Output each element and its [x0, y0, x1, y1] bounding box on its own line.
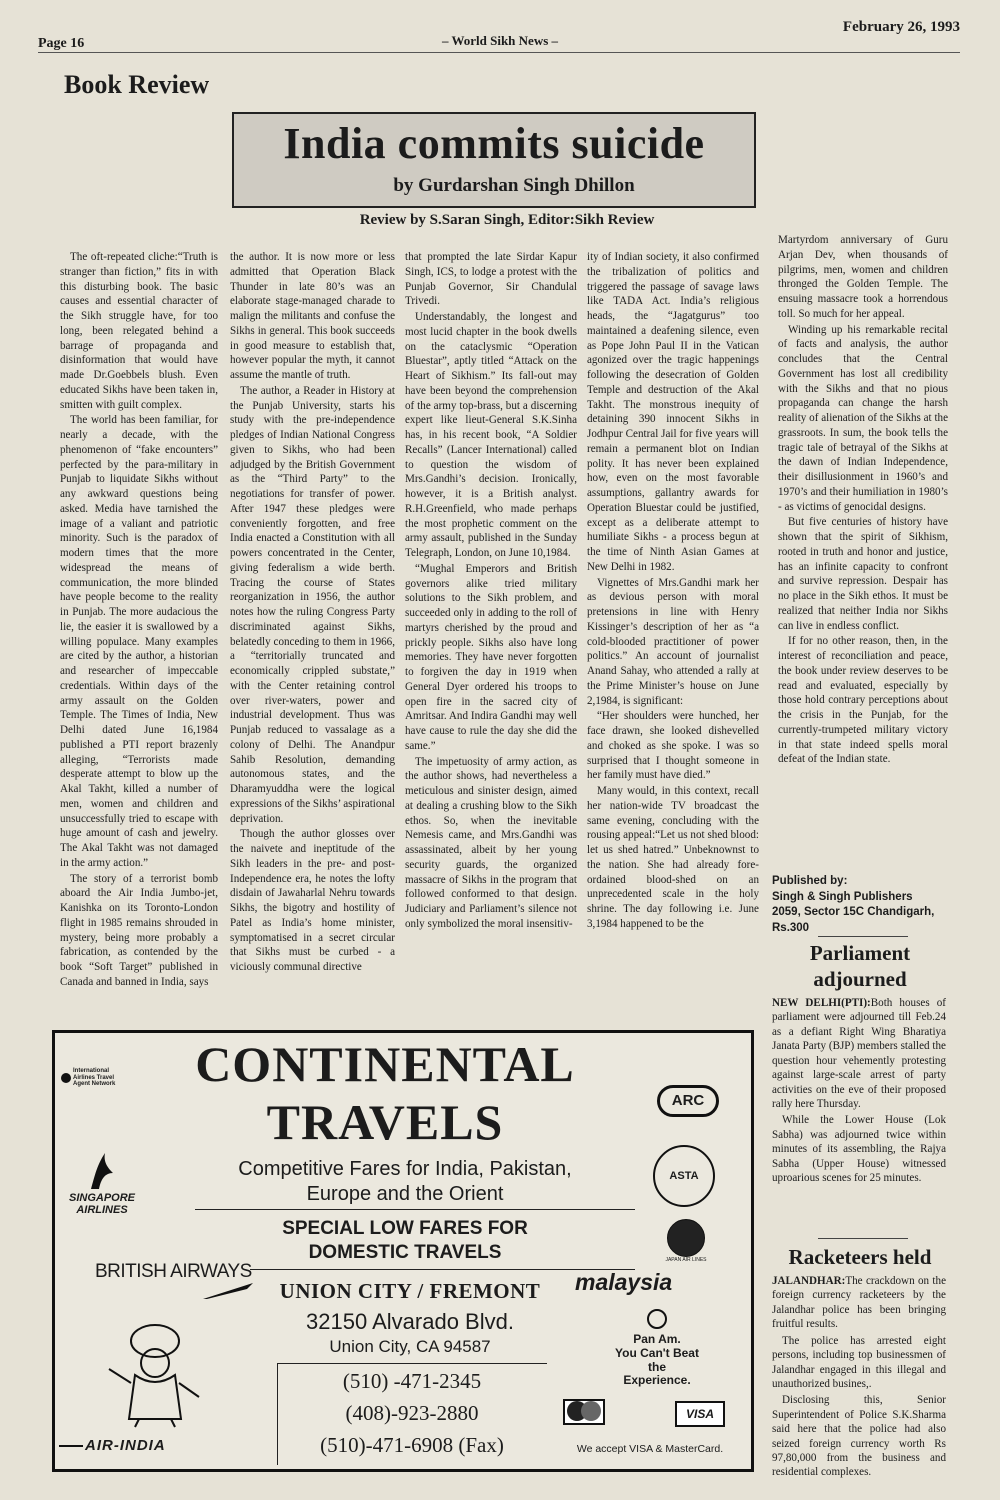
jal-logo-text: JAPAN AIR LINES [665, 1257, 707, 1263]
phone-number: (408)-923-2880 [345, 1401, 479, 1425]
article-paragraph: Understandably, the longest and most lucid chapter in the book dwells on the cataclysmic “Operation Bluestar”, aptly titled “Attack on the Heart of Sikhism.” Its fall-out may have been beyond the comprehension of the army top-brass, but a discerning expert like lieut-General S.K.Sinha has, in his recent book, “A Soldier Recalls” (Lancer International) called to question the wisdom of Mrs.Gandhi’s decision. Ironically, however, it is a British analyst. R.H.Greenfield, who made perhaps the most prophetic comment on the army assault, published in the Sunday Telegraph, London, on June 10,1984. [405, 311, 577, 559]
air-india-maharaja-icon [95, 1319, 215, 1429]
dateline: JALANDHAR: [772, 1275, 846, 1287]
ad-title: CONTINENTAL [195, 1036, 575, 1092]
publisher-name: Singh & Singh Publishers [772, 890, 913, 903]
malaysia-airlines-logo: malaysia [575, 1269, 673, 1295]
article-paragraph: that prompted the late Sirdar Kapur Singh, ICS, to lodge a protest with the Punjab Governor, Sir Chandulal Trivedi. [405, 251, 577, 308]
ad-street-address: 32150 Alvarado Blvd. [306, 1309, 514, 1334]
article-paragraph: Winding up his remarkable recital of facts and analysis, the author concludes that the Central Government has lost all credibility with the Sikhs and that no pious propaganda can change the harsh reality of alienation of the Sikhs at the grassroots. In sum, the book tells the tragic tale of betrayal of the Sikhs at the dawn of Indian Independence, their disillusionment in 1960’s and 1970’s and their humiliation in 1980’s - as victims of genocidal designs. [778, 323, 948, 513]
visa-logo: VISA [675, 1401, 725, 1427]
payment-note: We accept VISA & MasterCard. [576, 1443, 724, 1455]
article-paragraph: The world has been familiar, for nearly a decade, with the phenomenon of “fake encounters” perfected by the para-military in Punjab to liquidate Sikhs without any awkward questions being asked. Media have tarnished the image of a valiant and patriotic minority. Such is the paradox of modern times that the more widespread the means of communication, the more blinded have people become to the reality in Punjab. The more audacious the lie, the easier it is swallowed by a willing populace. Many examples are cited by the author, a historian and researcher of impeccable credentials. Within days of the army assault on the Golden Temple. The Times of India, New Delhi dated June 16,1984 published a PTI report brazenly alleging, “Terrorists made desperate attempt to blow up the Akal Takht, killed a number of men, women and children and unsuccessfully tried to escape with huge amount of cash and jewelry. The Akal Takht was not damaged in the army action.” [60, 414, 218, 869]
publisher-address: 2059, Sector 15C Chandigarh, [772, 906, 935, 919]
book-price: Rs.300 [772, 921, 810, 934]
dateline: NEW DELHI(PTI): [772, 997, 871, 1009]
newspaper-name: – World Sikh News – [441, 33, 559, 48]
article-paragraph: If for no other reason, then, in the interest of reconciliation and peace, the book under review deserves to be read and evaluated, especially by those hold contrary perceptions about the crisis in the Punjab, for the currently-trumpeted military victory in that state indeed spells moral defeat of the Indian state. [778, 635, 948, 766]
travel-advertisement [52, 1030, 754, 1472]
ita-logo-text: International Airlines Travel Agent Network [73, 1068, 116, 1088]
article-column-4 [587, 250, 759, 1010]
ad-location: UNION CITY / FREMONT [279, 1279, 541, 1303]
panam-logo: Pan Am. You Can't Beat the Experience. [615, 1332, 699, 1388]
author-byline: by Gurdarshan Singh Dhillon [393, 175, 635, 196]
phone-number: (510) -471-2345 [342, 1369, 482, 1393]
british-airways-logo: BRITISH AIRWAYS [95, 1261, 252, 1282]
sidebar-divider [818, 936, 908, 937]
article-paragraph: ity of Indian society, it also confirmed the tribalization of politics and triggered the passage of savage laws like TADA Act. India’s religious heads, the “Jagatgurus” too maintained a deafening silence, even as Pope John Paul II in the Vatican agonized over the tragic happenings following the desecration of Golden Temple and destruction of the Akal Takht. The monstrous inequity of detaining 390 innocent Sikhs in Jodhpur Central Jail for five years will remain a permanent blot on Indian polity. It has never been explained how, even on the most favorable assumptions, gallantry awards for Operation Bluestar could be justified, except as a deliberate attempt to humiliate Sikhs - a process begun at the time of Ninth Asian Games at New Delhi in 1982. [587, 251, 759, 573]
ad-divider [195, 1209, 635, 1210]
article-paragraph: Martyrdom anniversary of Guru Arjan Dev, when thousands of pilgrims, men, women and children thronged the Golden Temple. The ensuing massacre took a horrendous toll. So much for her appeal. [778, 234, 948, 320]
article-column-5 [778, 233, 948, 863]
header-rule [38, 52, 960, 53]
brief-body-parliament [772, 996, 946, 1218]
article-paragraph: the author. It is now more or less admitted that Operation Black Thunder in late 80’s was an elaborate stage-managed charade to malign the militants and confuse the Sikhs in general. This book succeeds in good measure to establish that, however popular the myth, it cannot assume the mantle of truth. [230, 251, 395, 381]
headline-box [232, 112, 756, 208]
singapore-airlines-logo: SINGAPORE AIRLINES [68, 1192, 135, 1216]
ad-special-offer: SPECIAL LOW FARES FOR DOMESTIC TRAVELS [282, 1218, 528, 1263]
ad-city-state: Union City, CA 94587 [329, 1337, 491, 1356]
brief-headline-racketeers: Racketeers held [788, 1245, 932, 1269]
article-column-2 [230, 250, 395, 1010]
air-india-logo: AIR-INDIA [85, 1437, 166, 1454]
singapore-bird-icon [85, 1151, 115, 1191]
page-number: Page 16 [38, 36, 85, 51]
publisher-info [772, 874, 948, 936]
brief-paragraph: NEW DELHI(PTI):Both houses of parliament were adjourned till Feb.24 as a defiant Right Wing Bharatiya Janata Party (BJP) members stalled the question hour vehemently protesting against large-scale arrest of party activities on the eve of their proposed rally here Thursday. [772, 997, 946, 1110]
jal-crane-icon [667, 1219, 705, 1257]
article-column-3 [405, 250, 577, 1010]
arc-logo: ARC [657, 1085, 719, 1117]
headline: India commits suicide [283, 119, 705, 168]
panam-globe-icon [647, 1309, 667, 1329]
article-paragraph: Though the author glosses over the naivete and ineptitude of the Sikh leaders in the pre- and post-Independence era, he notes the lofty disdain of Jawaharlal Nehru towards Sikhs, the bigotry and hostility of Patel as India’s home minister, symptomatised in a secret circular that Sikhs must be curbed - a viciously communal directive [230, 828, 395, 973]
article-paragraph: The oft-repeated cliche:“Truth is stranger than fiction,” fits in with this disturbing book. The basic causes and essential character of the Sikh struggle have, for too long, been relegated behind a barrage of propaganda and disinformation that would have made Dr.Goebbels blush. Even educated Sikhs have been taken in, smitten with guilt complex. [60, 251, 218, 411]
air-india-line [59, 1445, 83, 1447]
article-paragraph: Many would, in this context, recall her nation-wide TV broadcast the same evening, concluding with the rousing appeal:“Let us not shed blood: let us shed hatred.” Unbeknownst to the nation. She had already fore-ordained blood-shed on an unprecedented scale in the holy shrine. The day following i.e. June 3,1984 happened to be the [587, 785, 759, 930]
brief-body-racketeers [772, 1274, 946, 1490]
article-column-1 [60, 250, 218, 1010]
brief-paragraph: The police has arrested eight persons, including top businessmen of Jalandhar engaged in this illegal and unauthorized busines,. [772, 1334, 946, 1390]
article-paragraph: “Her shoulders were hunched, her face drawn, she looked dishevelled and choked as she spoke. I was so surprised that I thought someone in her family must have died.” [587, 710, 759, 782]
issue-date: February 26, 1993 [842, 19, 960, 35]
brief-headline-parliament: Parliament adjourned [809, 941, 911, 992]
mastercard-circle-icon [581, 1401, 601, 1421]
ad-title: TRAVELS [266, 1094, 504, 1150]
british-airways-swoosh-icon [203, 1283, 253, 1299]
sidebar-divider [818, 1238, 908, 1239]
article-paragraph: The author, a Reader in History at the Punjab University, starts his study with the pre-independence pledges of Indian National Congress given to Sikhs, who had been adjudged by the British Government as the “Third Party” to the negotiations for transfer of power. After 1947 these pledges were conveniently forgotten, and free India enacted a Constitution with all powers concentrated in the Center, giving federalism a wide berth. Tracing the course of States reorganization in 1956, the author notes how the ruling Congress Party discriminated against Sikhs, belatedly conceding to them in 1966, a “territorially truncated and economically crippled substate,” with the Center retaining control over river-waters, power and industrial development. Thus was Punjab reduced to vassalage as a colony of Delhi. The Anandpur Sahib Resolution, demanding autonomous states, and the Dharamyuddha were the logical expressions of the Sikhs’ aspirational deprivation. [230, 384, 395, 825]
ad-subtitle: Competitive Fares for India, Pakistan, Europe and the Orient [238, 1158, 572, 1205]
fax-number: (510)-471-6908 (Fax) [320, 1433, 504, 1457]
asta-logo: ASTA [653, 1145, 715, 1207]
brief-paragraph: Disclosing this, Senior Superintendent of Police S.K.Sharma said here that the police had also seized foreign currency worth Rs 97,80,000 from the business and residential complexes. [772, 1394, 946, 1479]
brief-paragraph: While the Lower House (Lok Sabha) was adjourned twice within minutes of its assembling, the Rajya Sabha (Upper House) witnessed uproarious scenes for 25 minutes. [772, 1114, 946, 1185]
article-paragraph: But five centuries of history have shown that the spirit of Sikhism, rooted in truth and honor and justice, has an infinite capacity to confront and survive repression. Despair has no place in the Sikh ethos. It must be realized that neither India nor Sikhs can live in endless conflict. [778, 516, 948, 632]
section-label: Book Review [64, 70, 210, 99]
article-paragraph: The story of a terrorist bomb aboard the Air India Jumbo-jet, Kanishka on its Toronto-London flight in 1985 remains shrouded in mystery, being more probably a fabrication, as contended by the book “Soft Target” published in Canada and banned in India, says [60, 872, 218, 988]
article-paragraph: “Mughal Emperors and British governors alike tried military solutions to the Sikh problem, and succeeded only in adding to the roll of martyrs cherished by the proud and prickly people. Sikhs also have long memories. They have never forgotten to forgiven the day in 1919 when General Dyer ordered his troops to open fire in the sacred city of Amritsar. And Indira Gandhi may well have cause to rule the day she did the same.” [405, 562, 577, 752]
article-paragraph: The impetuosity of army action, as the author shows, had nevertheless a meticulous and sinister design, aimed at dealing a crushing blow to the Sikh ethos. So, when the inevitable Nemesis came, and Mrs.Gandhi was assassinated, albeit by her young security guards, the organized massacre of Sikhs in the program that followed conformed to that design. Judiciary and Parliament’s silence not only symbolized the moral insensitiv- [405, 755, 577, 930]
brief-paragraph: JALANDHAR:The crackdown on the foreign currency racketeers by the Jalandhar police has been bringing fruitful results. [772, 1275, 946, 1331]
article-paragraph: Vignettes of Mrs.Gandhi mark her as devious person with moral pretensions in line with Henry Kissinger’s description of her as “a cold-blooded practitioner of power politics.” An account of journalist Anand Sahay, who attended a rally at the Prime Minister’s house on June 2,1984, is significant: [587, 576, 759, 707]
publisher-label: Published by: [772, 875, 848, 887]
reviewer-byline: Review by S.Saran Singh, Editor:Sikh Review [359, 212, 655, 228]
